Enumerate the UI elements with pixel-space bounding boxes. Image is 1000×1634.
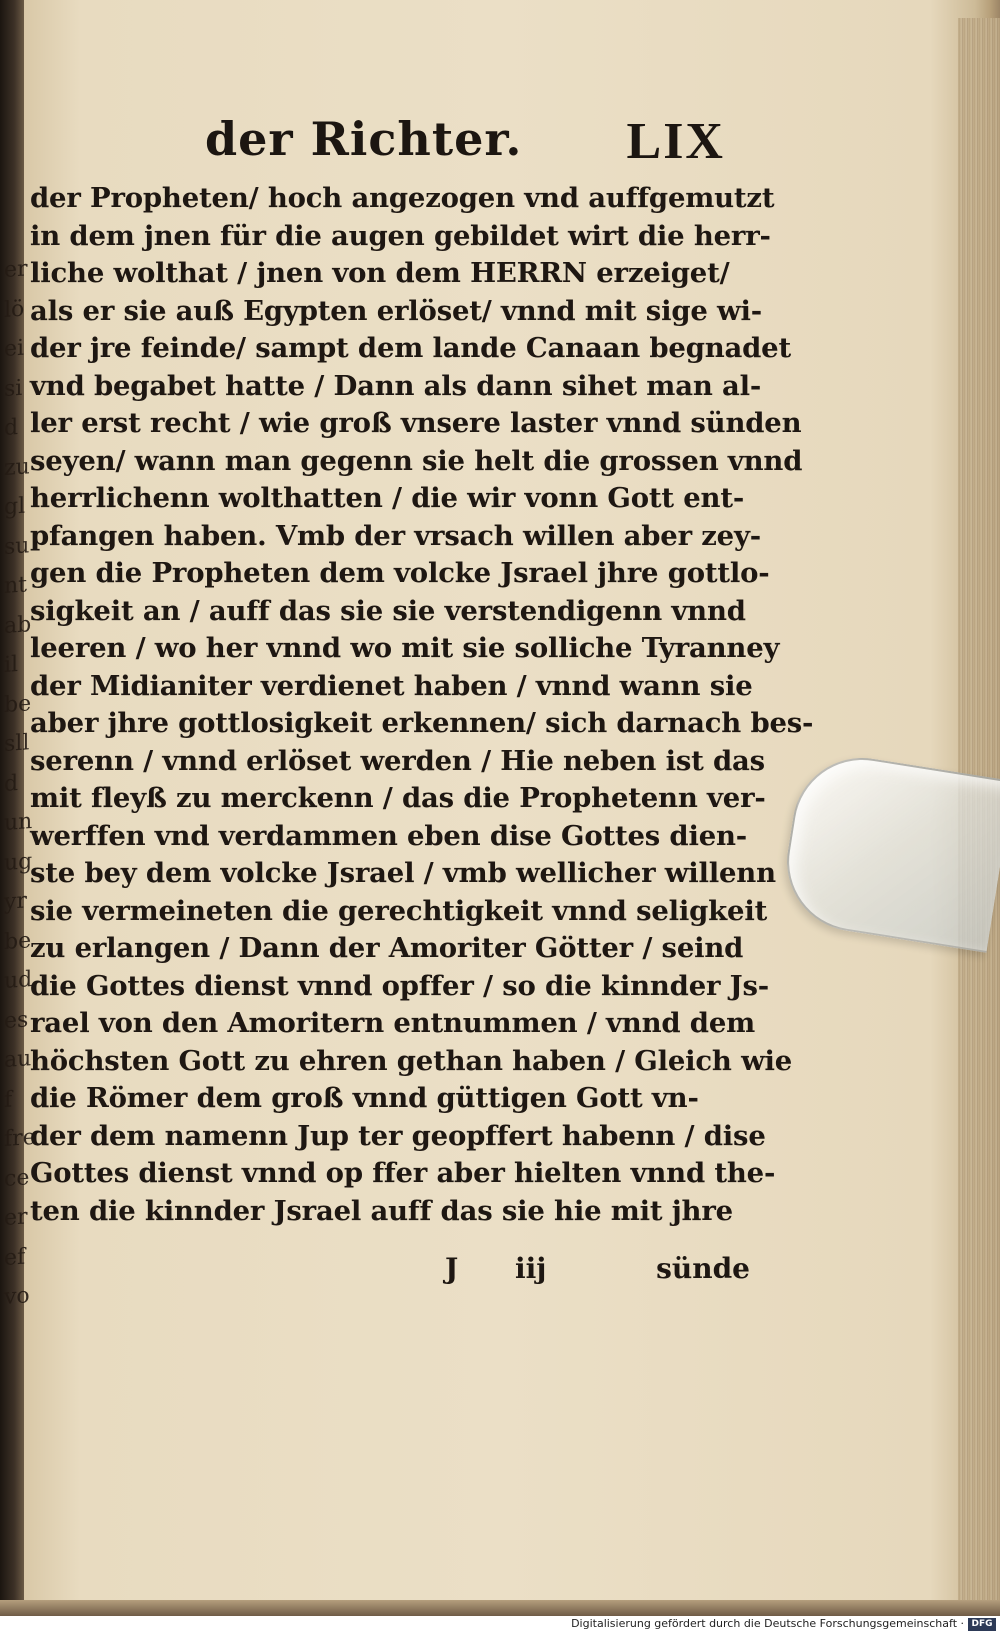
running-head: der Richter. (205, 112, 523, 166)
page-footer (445, 1252, 750, 1292)
text-line: sigkeit an / auff das sie sie verstendigenn vnnd (30, 594, 746, 627)
text-line: seyen/ wann man gegenn sie helt die grossen vnnd (30, 444, 803, 477)
catchword: sünde (656, 1252, 750, 1285)
text-line: zu erlangen / Dann der Amoriter Götter / seind (30, 932, 744, 964)
text-line: vnd begabet hatte / Dann als dann sihet man al- (30, 369, 762, 402)
text-line: der jre feinde/ sampt dem lande Canaan begnadet (30, 332, 791, 364)
page-header (205, 112, 725, 172)
text-line: in dem jnen für die augen gebildet wirt die herr- (30, 219, 771, 252)
text-line: rael von den Amoritern entnummen / vnnd dem (30, 1007, 756, 1039)
text-line: gen die Propheten dem volcke Jsrael jhre gottlo- (30, 557, 770, 589)
transparent-page-clip (777, 748, 1000, 953)
facing-page-margin-fragments: er lö ei si d zu gl su nt ab il be sll d un ug yr be ud es au f fre ce er ef vo (4, 256, 36, 1311)
folio-number: LIX (626, 113, 725, 170)
text-line: werffen vnd verdammen eben dise Gottes dien- (30, 819, 748, 852)
text-line: ten die kinnder Jsrael auff das sie hie mit jhre (30, 1194, 733, 1227)
text-line: ste bey dem volcke Jsrael / vmb wellicher willenn (30, 857, 776, 889)
text-line: serenn / vnnd erlöset werden / Hie neben ist das (30, 744, 765, 777)
signature-mark: J (445, 1252, 459, 1285)
text-line: die Römer dem groß vnnd güttigen Gott vn- (30, 1082, 699, 1114)
text-line: mit fleyß zu merckenn / das die Prophetenn ver- (30, 782, 766, 814)
text-line: herrlichenn wolthatten / die wir vonn Gott ent- (30, 482, 745, 514)
credit-bar (0, 1616, 1000, 1634)
text-line: die Gottes dienst vnnd opffer / so die kinnder Js- (30, 969, 769, 1002)
body-text (30, 180, 814, 1230)
text-line: der dem namenn Jup ter geopffert habenn / dise (30, 1119, 766, 1152)
text-line: der Propheten/ hoch angezogen vnd auffgemutzt (30, 182, 775, 214)
text-line: liche wolthat / jnen von dem HERRN erzeiget/ (30, 257, 730, 289)
dfg-logo: DFG (968, 1618, 996, 1631)
text-line: als er sie auß Egypten erlöset/ vnnd mit sige wi- (30, 294, 762, 327)
text-line: der Midianiter verdienet haben / vnnd wann sie (30, 669, 753, 702)
funding-credit: Digitalisierung gefördert durch die Deutsche Forschungsgemeinschaft · (571, 1617, 964, 1630)
signature-number: iij (515, 1252, 547, 1285)
text-line: leeren / wo her vnnd wo mit sie solliche Tyranney (30, 632, 780, 664)
text-line: aber jhre gottlosigkeit erkennen/ sich darnach bes- (30, 707, 814, 739)
text-line: ler erst recht / wie groß vnsere laster vnnd sünden (30, 407, 802, 439)
text-line: höchsten Gott zu ehren gethan haben / Gleich wie (30, 1044, 793, 1077)
text-line: sie vermeineten die gerechtigkeit vnnd seligkeit (30, 894, 768, 927)
text-line: pfangen haben. Vmb der vrsach willen aber zey- (30, 519, 761, 552)
page-edges-bottom (0, 1600, 1000, 1616)
text-line: Gottes dienst vnnd op ffer aber hielten vnnd the- (30, 1157, 776, 1189)
